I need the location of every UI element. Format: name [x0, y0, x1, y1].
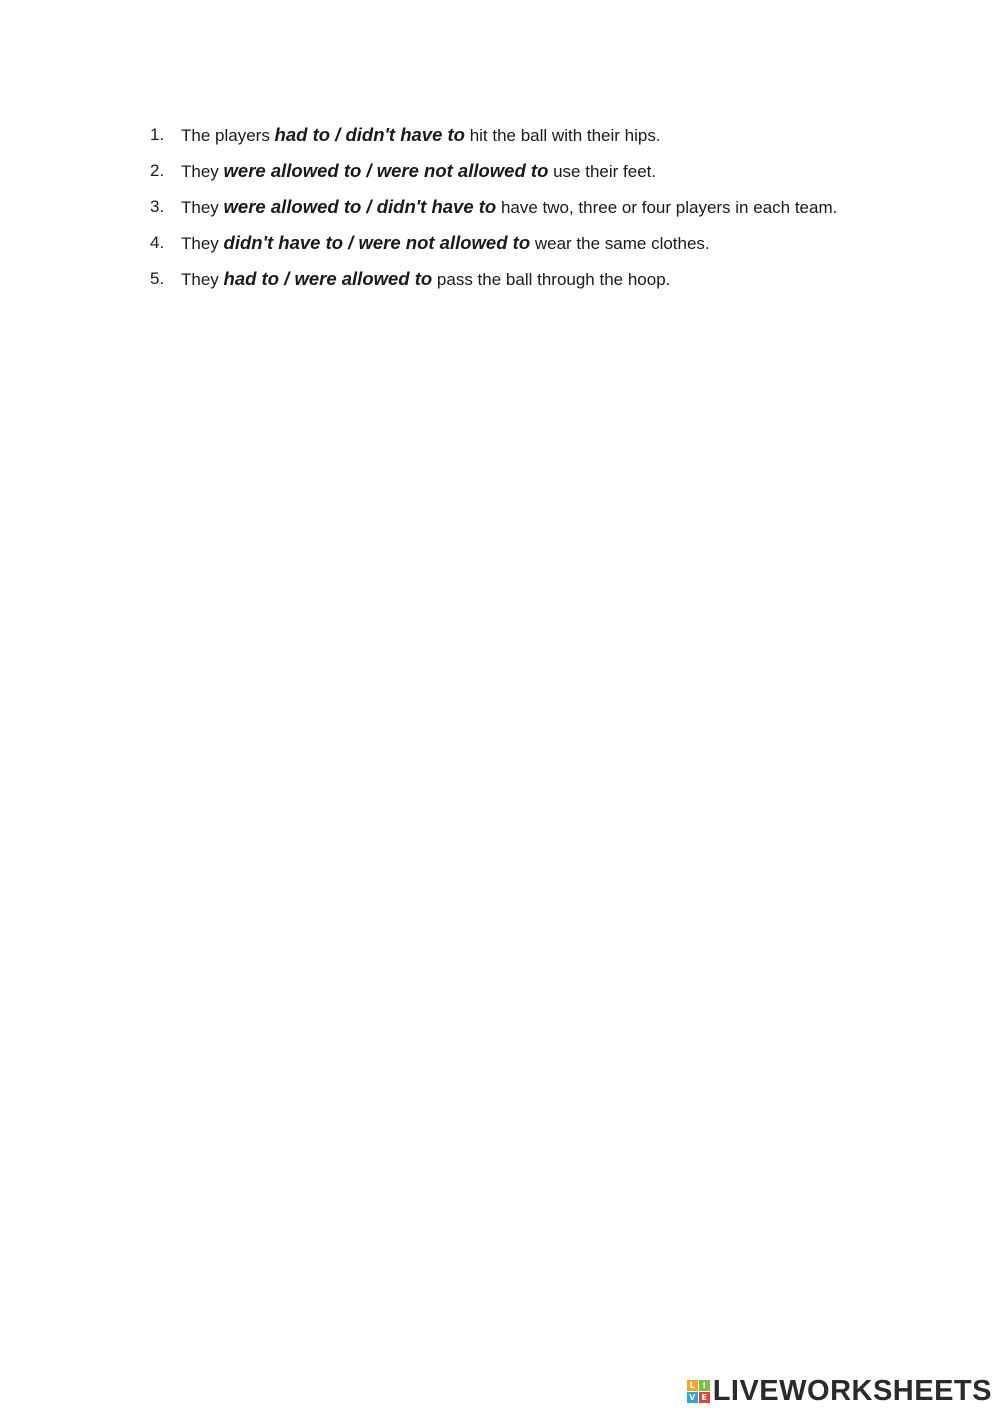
sentence-end: have two, three or four players in each team. — [496, 198, 838, 217]
exercise-item-1 — [150, 118, 870, 152]
answer-choice[interactable]: were allowed to / didn't have to — [223, 196, 497, 217]
item-number: 4. — [150, 233, 165, 252]
exercise-item-5 — [150, 262, 870, 296]
item-number: 3. — [150, 197, 165, 216]
sentence-start: They — [181, 162, 224, 181]
exercise-item-3 — [150, 190, 870, 224]
logo-mark-cell: L — [687, 1380, 698, 1391]
sentence-start: They — [181, 270, 224, 289]
sentence-start: They — [181, 234, 224, 253]
logo-mark-cell: E — [699, 1392, 710, 1403]
logo-mark-icon — [687, 1380, 710, 1403]
sentence-end: wear the same clothes. — [530, 234, 710, 253]
exercise-item-2 — [150, 154, 870, 188]
sentence-start: They — [181, 198, 224, 217]
item-number: 1. — [150, 125, 165, 144]
sentence-end: pass the ball through the hoop. — [432, 270, 671, 289]
liveworksheets-logo — [687, 1373, 992, 1409]
answer-choice[interactable]: were allowed to / were not allowed to — [223, 160, 549, 181]
sentence-end: use their feet. — [548, 162, 657, 181]
answer-choice[interactable]: had to / didn't have to — [274, 124, 465, 145]
logo-mark-cell: V — [687, 1392, 698, 1403]
sentence-start: The players — [181, 126, 275, 145]
answer-choice[interactable]: had to / were allowed to — [223, 268, 433, 289]
logo-text: LIVEWORKSHEETS — [712, 1374, 992, 1407]
answer-choice[interactable]: didn't have to / were not allowed to — [223, 232, 531, 253]
exercise-list — [150, 118, 870, 298]
item-number: 5. — [150, 269, 165, 288]
exercise-item-4 — [150, 226, 870, 260]
logo-mark-cell: I — [699, 1380, 710, 1391]
sentence-end: hit the ball with their hips. — [464, 126, 661, 145]
item-number: 2. — [150, 161, 165, 180]
